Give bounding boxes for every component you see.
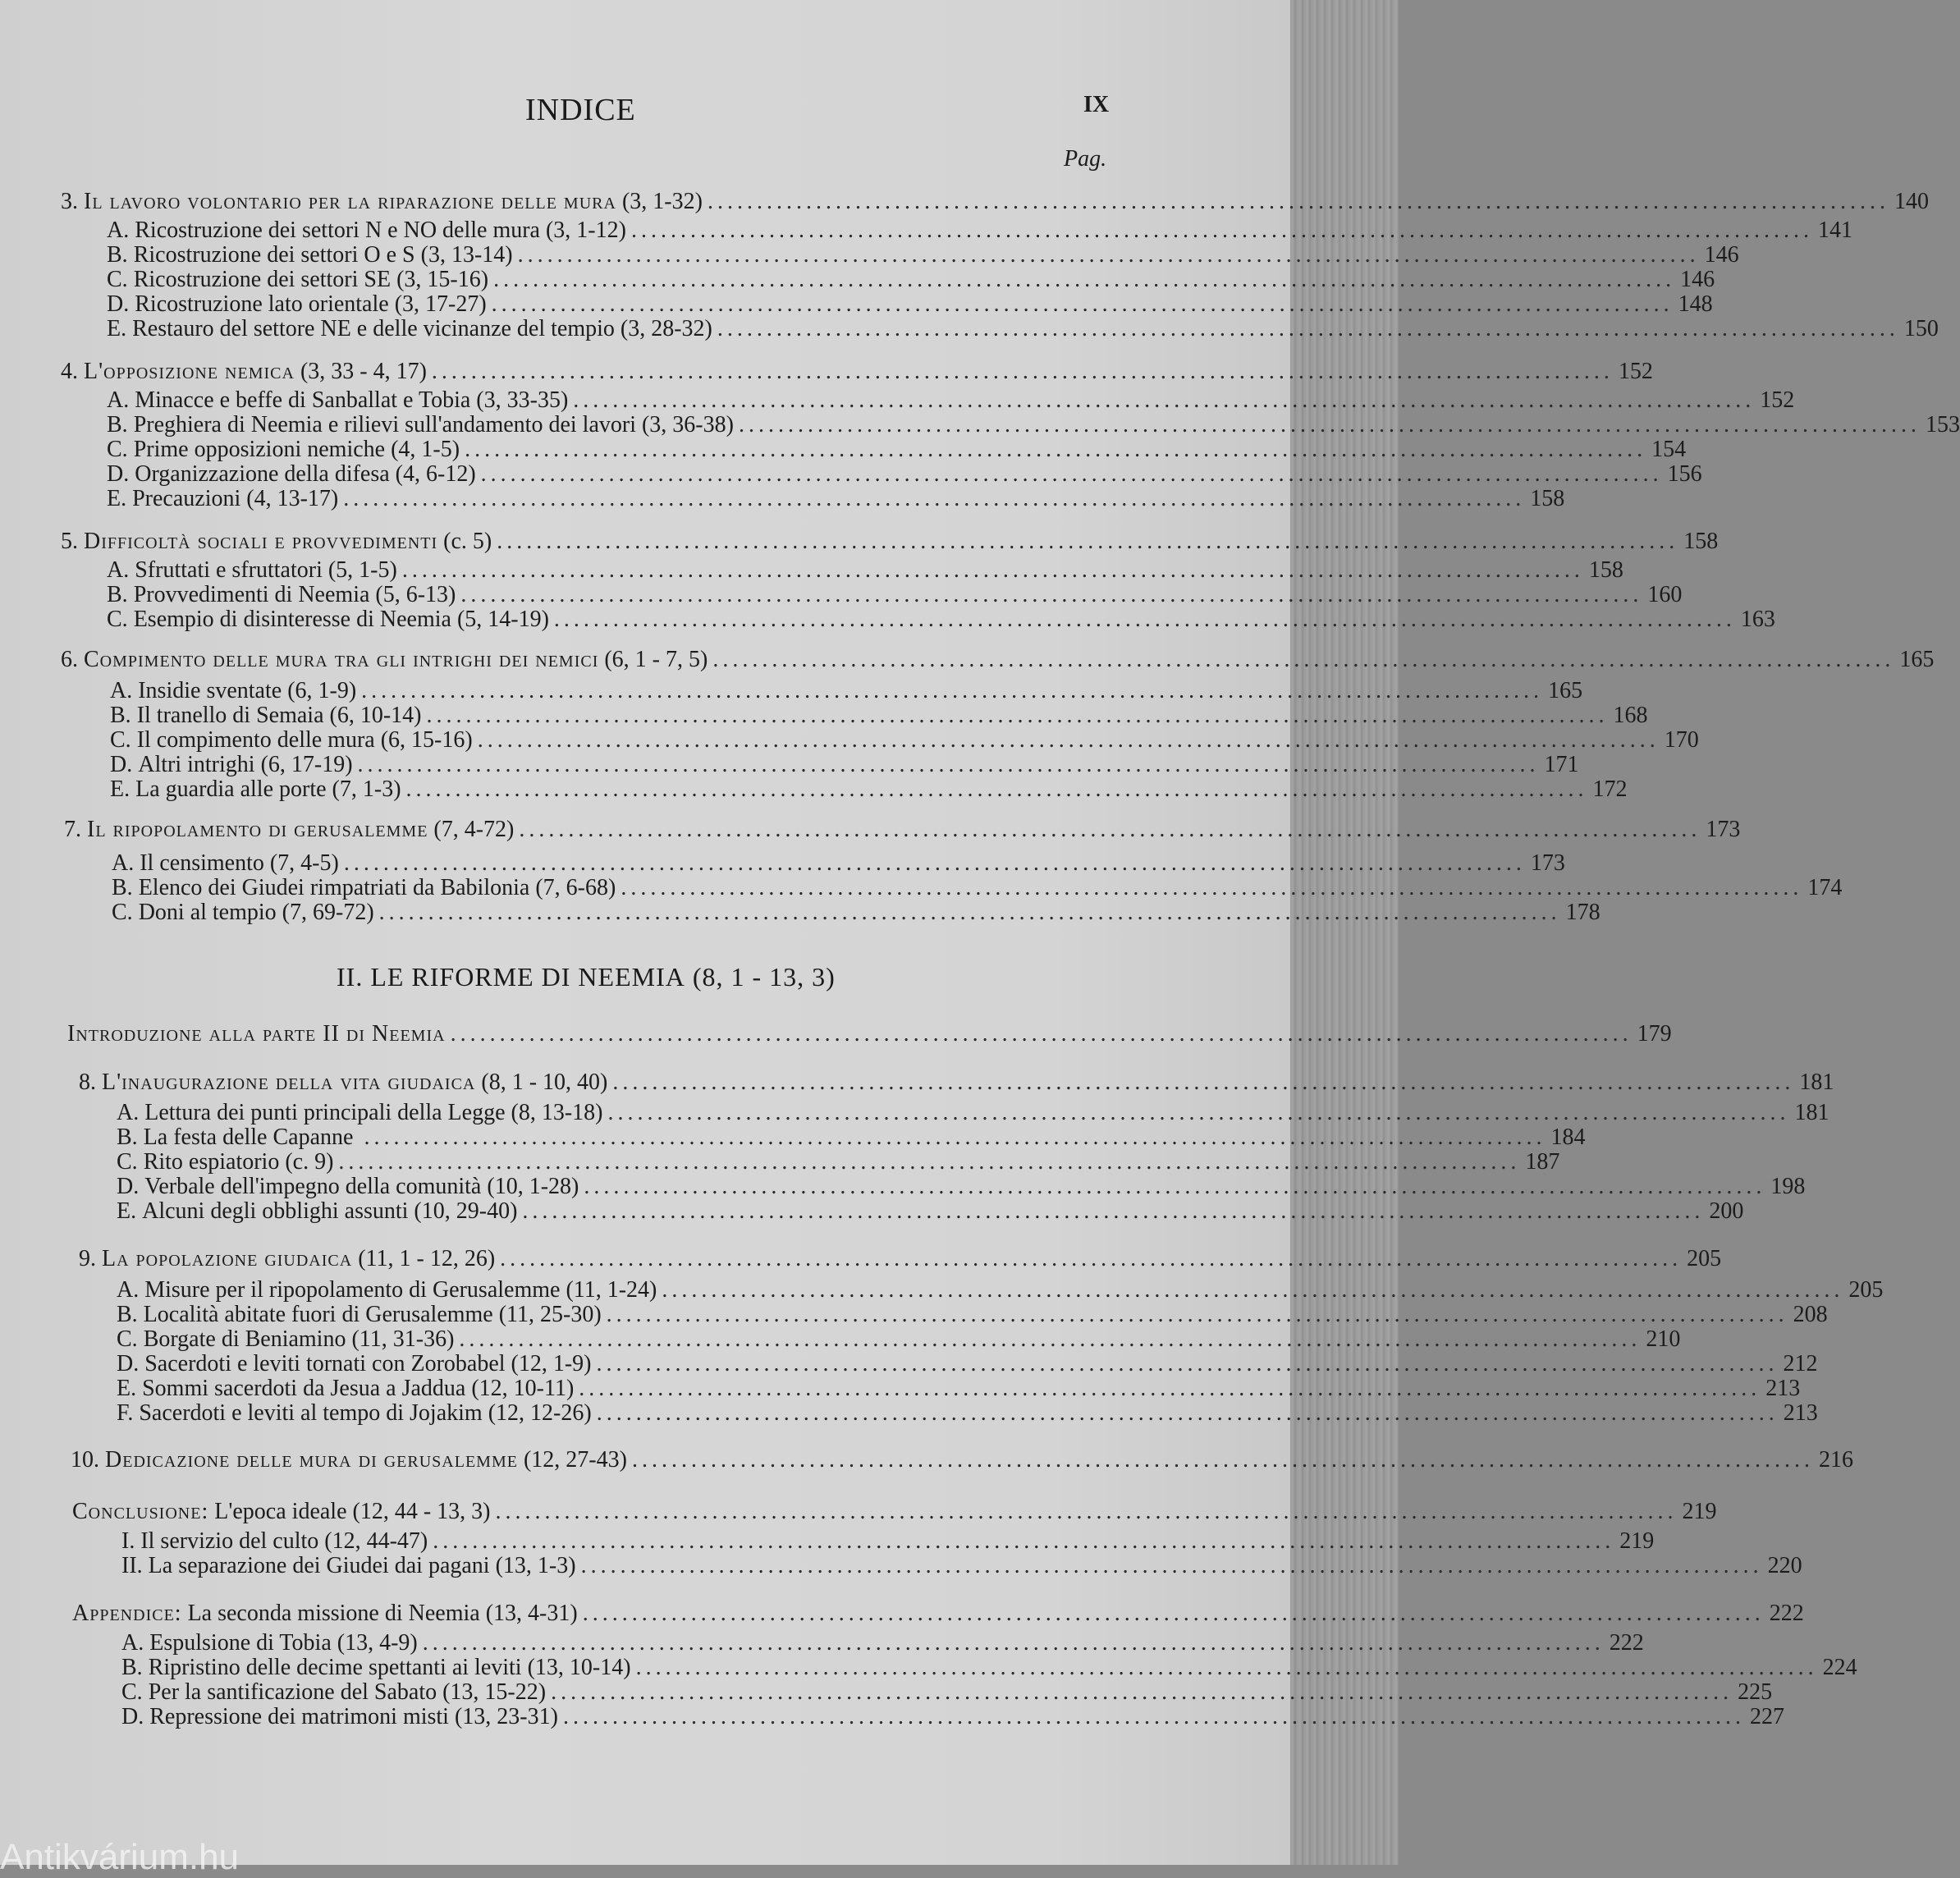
toc-page-number: 205: [1687, 1246, 1722, 1271]
toc-label: Verbale dell'impegno della comunità: [144, 1174, 482, 1199]
toc-page-number: 219: [1682, 1499, 1717, 1524]
toc-reference: (3, 36-38): [641, 412, 734, 437]
toc-label: Minacce e beffe di Sanballat e Tobia: [135, 387, 471, 413]
part-heading: [337, 962, 836, 992]
toc-reference: (11, 25-30): [498, 1302, 602, 1327]
dot-leader: ........................................................................................................................: [579, 1376, 1761, 1401]
toc-section: [64, 817, 1741, 843]
toc-subsection: [107, 437, 1687, 463]
dot-leader: ........................................................................................................................: [378, 900, 1561, 925]
toc-letter: C.: [121, 1679, 143, 1705]
toc-subsection: [110, 776, 1628, 803]
dot-leader: ........................................................................................................................: [631, 1447, 1814, 1473]
toc-page-number: 153: [1925, 412, 1960, 437]
dot-leader: ........................................................................................................................: [519, 817, 1701, 842]
toc-page-number: 173: [1530, 850, 1565, 876]
toc-section: [61, 647, 1935, 673]
toc-reference: (13, 10-14): [527, 1655, 631, 1680]
toc-label: Alcuni degli obblighi assunti: [142, 1198, 409, 1224]
dot-leader: ........................................................................................................................: [422, 1630, 1605, 1656]
dot-leader: ........................................................................................................................: [562, 1704, 1745, 1729]
toc-letter: C.: [107, 437, 128, 462]
toc-reference: (5, 1-5): [327, 557, 397, 583]
toc-reference: (11, 31-36): [351, 1326, 455, 1352]
toc-appendix: [72, 1601, 1804, 1627]
toc-label: Il lavoro volontario per la riparazione delle mura: [84, 189, 616, 214]
toc-page-number: 205: [1848, 1277, 1884, 1303]
toc-reference: (3, 33 - 4, 17): [300, 359, 427, 384]
toc-reference: (13, 4-31): [485, 1601, 578, 1626]
toc-subsection: [107, 291, 1713, 318]
toc-subsection: [117, 1376, 1801, 1402]
toc-label: Introduzione alla parte II di Neemia: [67, 1021, 446, 1047]
toc-page-number: 200: [1709, 1198, 1744, 1224]
toc-page-number: 141: [1817, 218, 1852, 243]
toc-number: 9.: [79, 1246, 96, 1271]
toc-letter: A.: [110, 678, 133, 703]
dot-leader: ........................................................................................................................: [738, 412, 1921, 437]
toc-letter: B.: [107, 242, 128, 268]
dot-leader: ........................................................................................................................: [491, 291, 1674, 317]
toc-page-number: 208: [1793, 1302, 1828, 1327]
toc-reference: (7, 6-68): [535, 875, 616, 900]
toc-label: Il compimento delle mura: [136, 727, 375, 753]
toc-section: [61, 529, 1719, 555]
toc-reference: (13, 15-22): [442, 1679, 547, 1705]
dot-leader: ........................................................................................................................: [551, 1679, 1733, 1705]
dot-leader: ........................................................................................................................: [717, 316, 1899, 341]
toc-subsection: [121, 1679, 1773, 1706]
toc-label: Doni al tempio: [138, 900, 277, 925]
toc-subsection: [117, 1198, 1744, 1225]
toc-label: Il ripopolamento di gerusalemme: [87, 817, 428, 842]
toc-number: 10.: [71, 1447, 99, 1473]
toc-label: Per la santificazione del Sabato: [148, 1679, 437, 1705]
dot-leader: ........................................................................................................................: [573, 387, 1756, 413]
toc-label: L'inaugurazione della vita giudaica: [102, 1070, 476, 1095]
toc-subsection: [117, 1326, 1681, 1353]
toc-label: Il tranello di Semaia: [136, 703, 324, 728]
toc-label: Repressione dei matrimoni misti: [149, 1704, 449, 1729]
toc-label: La separazione dei Giudei dai pagani: [148, 1553, 490, 1578]
toc-label: Sommi sacerdoti da Jesua a Jaddua: [142, 1376, 466, 1401]
dot-leader: ........................................................................................................................: [465, 437, 1647, 462]
toc-subtitle: La seconda missione di Neemia: [187, 1601, 480, 1626]
toc-reference: (5, 14-19): [456, 607, 549, 632]
toc-label: Ripristino delle decime spettanti ai leviti: [148, 1655, 522, 1680]
toc-page-number: 158: [1683, 529, 1719, 554]
toc-number: 4.: [61, 359, 78, 384]
toc-label: Restauro del settore NE e delle vicinanze del tempio: [132, 316, 615, 341]
toc-reference: (13, 4-9): [337, 1630, 418, 1656]
page-folio: IX: [1083, 92, 1110, 117]
toc-page-number: 181: [1799, 1070, 1834, 1095]
dot-leader: ........................................................................................................................: [477, 727, 1660, 753]
dot-leader: ........................................................................................................................: [338, 1149, 1521, 1175]
toc-reference: (13, 23-31): [454, 1704, 558, 1729]
toc-reference: (6, 1 - 7, 5): [604, 647, 708, 672]
toc-reference: (11, 1 - 12, 26): [358, 1246, 496, 1271]
toc-reference: (11, 1-24): [566, 1277, 657, 1303]
toc-reference: (3, 15-16): [396, 267, 489, 292]
toc-subsection: [107, 582, 1683, 608]
toc-subsection: [117, 1149, 1560, 1175]
toc-label: Ricostruzione dei settori O e S: [133, 242, 415, 268]
toc-page-number: 213: [1765, 1376, 1801, 1401]
toc-label: La guardia alle porte: [135, 776, 327, 802]
toc-subsection: [121, 1528, 1655, 1555]
toc-letter: E.: [107, 316, 127, 341]
toc-subsection: [117, 1302, 1828, 1328]
toc-reference: (7, 4-5): [269, 850, 339, 876]
toc-page-number: 146: [1680, 267, 1715, 292]
toc-label: Altri intrighi: [138, 752, 255, 777]
toc-reference: (c. 5): [443, 529, 492, 554]
toc-subsection: [121, 1704, 1784, 1730]
toc-page-number: 198: [1770, 1174, 1806, 1199]
toc-label: Provvedimenti di Neemia: [133, 582, 370, 607]
toc-letter: B.: [107, 412, 128, 437]
toc-reference: (3, 33-35): [476, 387, 569, 413]
toc-reference: (12, 12-26): [488, 1400, 592, 1426]
toc-page-number: 156: [1667, 461, 1702, 487]
dot-leader: ........................................................................................................................: [517, 242, 1700, 268]
dot-leader: ........................................................................................................................: [343, 850, 1526, 876]
toc-reference: (4, 1-5): [391, 437, 460, 462]
toc-label: Ricostruzione dei settori SE: [133, 267, 392, 292]
toc-subsection: [107, 486, 1565, 512]
toc-letter: B.: [121, 1655, 143, 1680]
toc-introduction: [67, 1021, 1672, 1047]
toc-conclusion: [72, 1499, 1717, 1525]
dot-leader: ........................................................................................................................: [553, 607, 1736, 632]
toc-letter: E.: [110, 776, 131, 802]
toc-section: [61, 189, 1929, 215]
dot-leader: ........................................................................................................................: [361, 678, 1544, 703]
toc-reference: (12, 10-11): [471, 1376, 575, 1401]
toc-page-number: 140: [1894, 189, 1929, 214]
dot-leader: ........................................................................................................................: [606, 1302, 1788, 1327]
toc-letter: D.: [121, 1704, 144, 1729]
toc-section: [79, 1246, 1722, 1272]
toc-page-number: 160: [1647, 582, 1683, 607]
toc-subsection: [107, 461, 1702, 488]
toc-letter: A.: [117, 1100, 140, 1125]
toc-label: Lettura dei punti principali della Legge: [144, 1100, 506, 1125]
toc-label: Prime opposizioni nemiche: [133, 437, 386, 462]
dot-leader: ........................................................................................................................: [584, 1174, 1766, 1199]
toc-reference: (7, 4-72): [433, 817, 515, 842]
toc-section: [61, 359, 1653, 385]
toc-page-number: 152: [1760, 387, 1795, 413]
dot-leader: ........................................................................................................................: [630, 218, 1813, 243]
toc-reference: (3, 13-14): [420, 242, 513, 268]
dot-leader: ........................................................................................................................: [480, 461, 1663, 487]
toc-reference: (12, 44-47): [324, 1528, 428, 1554]
toc-letter: B.: [107, 582, 128, 607]
toc-page-number: 158: [1588, 557, 1623, 583]
toc-letter: B.: [117, 1302, 138, 1327]
toc-letter: A.: [121, 1630, 144, 1656]
dot-leader: ........................................................................................................................: [450, 1021, 1633, 1047]
toc-letter: D.: [107, 461, 130, 487]
toc-label: Misure per il ripopolamento di Gerusalemme: [144, 1277, 561, 1303]
toc-label: Il censimento: [140, 850, 264, 876]
toc-page-number: 168: [1613, 703, 1648, 728]
toc-letter: E.: [117, 1376, 137, 1401]
dot-leader: ........................................................................................................................: [582, 1601, 1765, 1626]
dot-leader: ........................................................................................................................: [522, 1198, 1705, 1224]
toc-label: Difficoltà sociali e provvedimenti: [84, 529, 438, 554]
toc-label: Preghiera di Neemia e rilievi sull'andamento dei lavori: [133, 412, 636, 437]
toc-page-number: 178: [1565, 900, 1601, 925]
toc-label: Sacerdoti e leviti tornati con Zorobabel: [144, 1351, 506, 1376]
dot-leader: ........................................................................................................................: [357, 752, 1540, 777]
toc-subsection: [117, 1174, 1806, 1200]
toc-letter: C.: [112, 900, 133, 925]
toc-page-number: 212: [1783, 1351, 1818, 1376]
toc-label: Località abitate fuori di Gerusalemme: [143, 1302, 493, 1327]
dot-leader: ........................................................................................................................: [343, 486, 1526, 511]
toc-page-number: 171: [1544, 752, 1579, 777]
toc-subsection: [110, 703, 1648, 729]
toc-label: La popolazione giudaica: [102, 1246, 353, 1271]
toc-letter: A.: [117, 1277, 140, 1303]
page-column-label: Pag.: [1064, 146, 1107, 172]
toc-page-number: 158: [1530, 486, 1565, 511]
toc-letter: E.: [107, 486, 127, 511]
toc-number: 6.: [61, 647, 78, 672]
toc-label: La festa delle Capanne: [143, 1125, 354, 1150]
toc-letter: C.: [107, 267, 128, 292]
toc-subsection: [107, 316, 1939, 342]
toc-subsection: [117, 1100, 1829, 1126]
dot-leader: ........................................................................................................................: [431, 359, 1614, 384]
toc-letter: A.: [107, 218, 130, 243]
dot-leader: ........................................................................................................................: [712, 647, 1895, 672]
toc-reference: (4, 6-12): [395, 461, 476, 487]
toc-label: Espulsione di Tobia: [149, 1630, 332, 1656]
toc-subsection: [117, 1351, 1818, 1377]
dot-leader: ........................................................................................................................: [607, 1100, 1790, 1125]
dot-leader: ........................................................................................................................: [612, 1070, 1795, 1095]
toc-page-number: 179: [1637, 1021, 1672, 1047]
toc-label: L'opposizione nemica: [84, 359, 295, 384]
toc-label: Sacerdoti e leviti al tempo di Jojakim: [139, 1400, 483, 1426]
toc-label: Sfruttati e sfruttatori: [135, 557, 323, 583]
toc-letter: A.: [107, 557, 130, 583]
toc-reference: (8, 13-18): [511, 1100, 603, 1125]
toc-page-number: 163: [1740, 607, 1775, 632]
toc-subsection: [112, 900, 1601, 926]
dot-leader: ........................................................................................................................: [596, 1351, 1779, 1376]
toc-page-number: 165: [1899, 647, 1935, 672]
toc-page-number: 222: [1769, 1601, 1804, 1626]
toc-subsection: [117, 1277, 1884, 1303]
toc-reference: (6, 15-16): [380, 727, 473, 753]
toc-label: Ricostruzione dei settori N e NO delle mura: [135, 218, 540, 243]
toc-page-number: 154: [1651, 437, 1687, 462]
dot-leader: ........................................................................................................................: [460, 582, 1643, 607]
toc-page-number: 224: [1822, 1655, 1857, 1680]
toc-page-number: 150: [1903, 316, 1939, 341]
toc-page-number: 148: [1678, 291, 1713, 317]
toc-subsection: [107, 607, 1775, 633]
dot-leader: ........................................................................................................................: [497, 529, 1679, 554]
toc-letter: C.: [117, 1149, 138, 1175]
toc-subsection: [121, 1630, 1644, 1656]
toc-page-number: 152: [1618, 359, 1653, 384]
toc-reference: (12, 44 - 13, 3): [352, 1499, 491, 1524]
toc-reference: (6, 17-19): [260, 752, 353, 777]
toc-letter: D.: [117, 1174, 140, 1199]
toc-numeral: I.: [121, 1528, 135, 1554]
toc-subsection: [107, 557, 1623, 584]
toc-label: Precauzioni: [132, 486, 241, 511]
toc-label: Ricostruzione lato orientale: [135, 291, 389, 317]
toc-reference: (6, 10-14): [329, 703, 422, 728]
dot-leader: ........................................................................................................................: [426, 703, 1609, 728]
toc-reference: (7, 1-3): [332, 776, 401, 802]
part-heading-reference: (8, 1 - 13, 3): [692, 962, 836, 992]
toc-reference: (3, 17-27): [394, 291, 487, 317]
dot-leader: ........................................................................................................................: [401, 557, 1584, 583]
toc-subtitle: L'epoca ideale: [214, 1499, 347, 1524]
toc-page-number: 170: [1664, 727, 1699, 753]
toc-page-number: 173: [1706, 817, 1741, 842]
toc-section: [79, 1070, 1834, 1096]
toc-label: Elenco dei Giudei rimpatriati da Babilonia: [138, 875, 530, 900]
toc-reference: (4, 13-17): [246, 486, 339, 511]
toc-page-number: 210: [1646, 1326, 1681, 1352]
toc-page-number: 172: [1592, 776, 1628, 802]
toc-letter: D.: [117, 1351, 140, 1376]
page-title: INDICE: [525, 93, 636, 127]
toc-page-number: 213: [1783, 1400, 1818, 1426]
dot-leader: ........................................................................................................................: [596, 1400, 1779, 1426]
toc-letter: E.: [117, 1198, 137, 1224]
toc-letter: C.: [107, 607, 128, 632]
dot-leader: ........................................................................................................................: [493, 267, 1676, 292]
toc-section: [71, 1447, 1853, 1473]
toc-page-number: 222: [1609, 1630, 1644, 1656]
toc-number: 5.: [61, 529, 78, 554]
toc-label: Organizzazione della difesa: [135, 461, 390, 487]
toc-page-number: 216: [1818, 1447, 1853, 1473]
toc-reference: (10, 1-28): [487, 1174, 579, 1199]
toc-letter: B.: [112, 875, 133, 900]
toc-label: Rito espiatorio: [143, 1149, 280, 1175]
toc-label: Il servizio del culto: [140, 1528, 319, 1554]
toc-label: Dedicazione delle mura di gerusalemme: [105, 1447, 518, 1473]
toc-letter: A.: [112, 850, 135, 876]
toc-page-number: 184: [1550, 1125, 1586, 1150]
toc-page-number: 227: [1749, 1704, 1784, 1729]
toc-number: 3.: [61, 189, 78, 214]
toc-subsection: [107, 218, 1852, 244]
toc-subsection: [112, 875, 1843, 901]
toc-number: 8.: [79, 1070, 96, 1095]
toc-numeral: II.: [121, 1553, 143, 1578]
toc-reference: (3, 1-12): [545, 218, 626, 243]
toc-label: Esempio di disinteresse di Neemia: [133, 607, 451, 632]
toc-letter: B.: [110, 703, 131, 728]
toc-letter: C.: [117, 1326, 138, 1352]
toc-page-number: 220: [1767, 1553, 1802, 1578]
dot-leader: ........................................................................................................................: [662, 1277, 1844, 1303]
toc-reference: (12, 1-9): [511, 1351, 592, 1376]
toc-label: Appendice:: [72, 1601, 182, 1626]
toc-reference: (6, 1-9): [287, 678, 357, 703]
toc-label: Borgate di Beniamino: [143, 1326, 346, 1352]
toc-subsection: [112, 850, 1565, 877]
watermark: Antikvárium.hu: [0, 1837, 240, 1877]
toc-page-number: 181: [1794, 1100, 1829, 1125]
toc-reference: (13, 1-3): [495, 1553, 576, 1578]
toc-letter: D.: [110, 752, 133, 777]
toc-letter: A.: [107, 387, 130, 413]
toc-reference: (10, 29-40): [414, 1198, 518, 1224]
toc-number: 7.: [64, 817, 81, 842]
toc-reference: (3, 1-32): [621, 189, 703, 214]
dot-leader: ........................................................................................................................: [707, 189, 1889, 214]
toc-label: Compimento delle mura tra gli intrighi dei nemici: [84, 647, 599, 672]
dot-leader: ........................................................................................................................: [459, 1326, 1642, 1352]
toc-reference: (5, 6-13): [375, 582, 456, 607]
toc-page-number: 165: [1548, 678, 1583, 703]
toc-label: Insidie sventate: [138, 678, 282, 703]
dot-leader: ........................................................................................................................: [364, 1125, 1546, 1150]
toc-letter: B.: [117, 1125, 138, 1150]
toc-subsection: [121, 1553, 1802, 1579]
toc-letter: C.: [110, 727, 131, 753]
toc-reference: (8, 1 - 10, 40): [481, 1070, 608, 1095]
dot-leader: ........................................................................................................................: [495, 1499, 1678, 1524]
toc-label: Conclusione:: [72, 1499, 209, 1524]
toc-reference: (7, 69-72): [282, 900, 374, 925]
toc-subsection: [107, 242, 1739, 268]
toc-subsection: [117, 1400, 1818, 1427]
toc-reference: (3, 28-32): [620, 316, 712, 341]
toc-page-number: 225: [1738, 1679, 1773, 1705]
toc-subsection: [107, 267, 1715, 293]
part-heading-title: II. LE RIFORME DI NEEMIA: [337, 962, 685, 992]
toc-subsection: [110, 752, 1579, 778]
dot-leader: ........................................................................................................................: [405, 776, 1588, 802]
toc-reference: (12, 27-43): [523, 1447, 627, 1473]
toc-subsection: [107, 412, 1960, 438]
dot-leader: ........................................................................................................................: [500, 1246, 1683, 1271]
toc-letter: F.: [117, 1400, 134, 1426]
toc-page-number: 174: [1807, 875, 1843, 900]
toc-letter: D.: [107, 291, 130, 317]
toc-subsection: [107, 387, 1795, 414]
toc-page-number: 219: [1619, 1528, 1655, 1554]
dot-leader: ........................................................................................................................: [635, 1655, 1818, 1680]
toc-page-number: 187: [1525, 1149, 1560, 1175]
toc-subsection: [110, 727, 1699, 753]
toc-page-number: 146: [1704, 242, 1739, 268]
dot-leader: ........................................................................................................................: [621, 875, 1803, 900]
toc-subsection: [117, 1125, 1586, 1151]
dot-leader: ........................................................................................................................: [433, 1528, 1615, 1554]
toc-subsection: [121, 1655, 1857, 1681]
toc-subsection: [110, 678, 1583, 704]
toc-reference: (c. 9): [285, 1149, 334, 1175]
dot-leader: ........................................................................................................................: [580, 1553, 1763, 1578]
